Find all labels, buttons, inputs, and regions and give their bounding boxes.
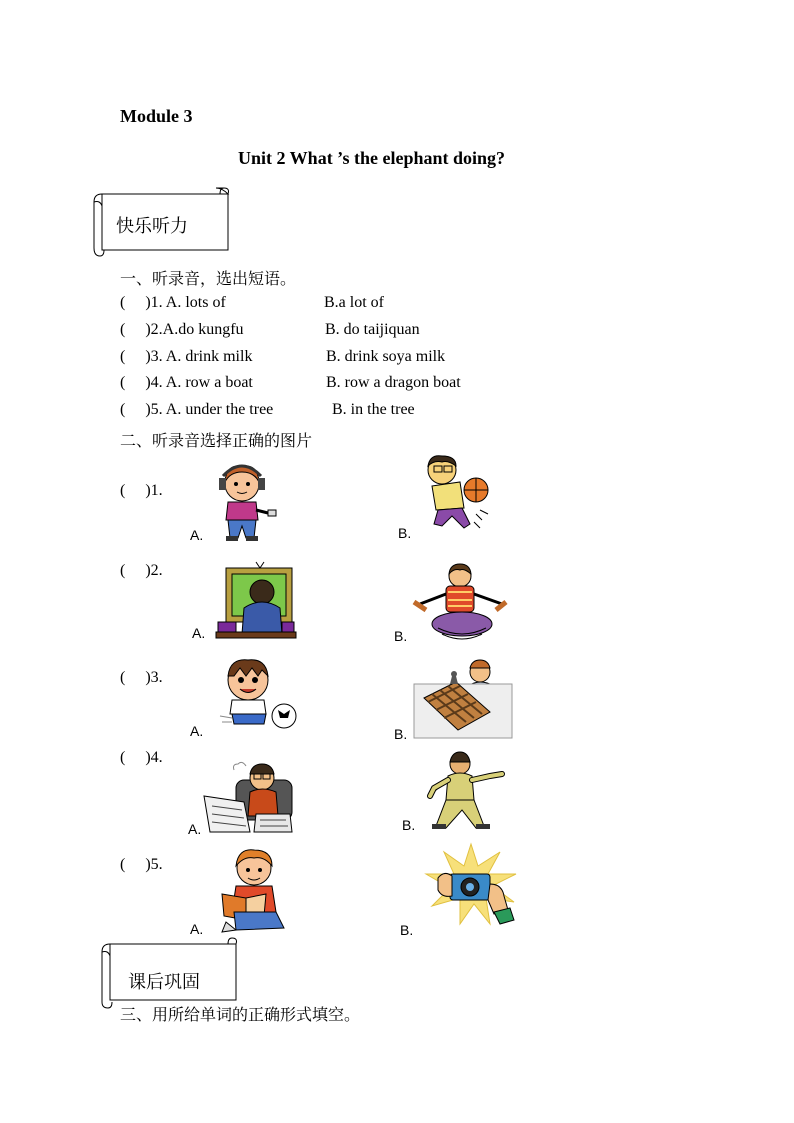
man-reading-newspaper-icon [204,762,294,834]
review-banner-text: 课后巩固 [128,972,200,993]
picture-q2-b-label: B. [394,628,408,644]
picture-q1-a-label: A. [190,527,204,543]
q2-option-a: ( )2.A.do kungfu [120,321,244,338]
q4-option-a: ( )4. A. row a boat [120,374,253,391]
review-banner [98,936,238,1006]
q4-option-b: B. row a dragon boat [326,374,461,391]
picture-q1-b-label: B. [398,525,412,541]
q2-option-b: B. do taijiquan [325,321,420,338]
picture-q3-a-label: A. [190,723,204,739]
picture-q3-b-label: B. [394,726,408,742]
man-playing-chess-icon [412,658,512,740]
section3-title: 三、用所给单词的正确形式填空。 [120,1005,361,1024]
q3-option-a: ( )3. A. drink milk [120,348,253,365]
boy-watching-tv-icon [216,562,296,640]
q3-option-b: B. drink soya milk [326,348,446,365]
listening-banner-text: 快乐听力 [116,216,188,237]
boy-reading-book-icon [216,848,290,934]
picture-q2-a-label: A. [192,625,206,641]
boy-playing-football-icon [218,656,300,732]
q5-option-a: ( )5. A. under the tree [120,401,274,418]
picture-q5-a-label: A. [190,921,204,937]
q5-option-b: B. in the tree [332,401,415,418]
q1-option-a: ( )1. A. lots of [120,294,226,311]
listening-banner [90,186,230,256]
picture-q4-number: ( )4. [120,749,163,766]
boy-with-headphones-icon [214,462,280,542]
unit-title: Unit 2 What ’s the elephant doing? [238,148,506,168]
section1-title: 一、听录音，选出短语。 [120,269,297,288]
boy-rowing-boat-icon [412,562,508,644]
q1-option-b: B.a lot of [324,294,384,311]
picture-q4-b-label: B. [402,817,416,833]
picture-q5-number: ( )5. [120,856,163,873]
picture-q2-number: ( )2. [120,562,163,579]
section2-title: 二、听录音选择正确的图片 [120,431,313,450]
man-doing-taijiquan-icon [424,752,508,832]
boy-playing-basketball-icon [420,452,494,540]
module-title: Module 3 [120,106,193,126]
picture-q5-b-label: B. [400,922,414,938]
taking-photos-camera-icon [424,844,518,926]
picture-q1-number: ( )1. [120,482,163,499]
picture-q4-a-label: A. [188,821,202,837]
picture-q3-number: ( )3. [120,669,163,686]
